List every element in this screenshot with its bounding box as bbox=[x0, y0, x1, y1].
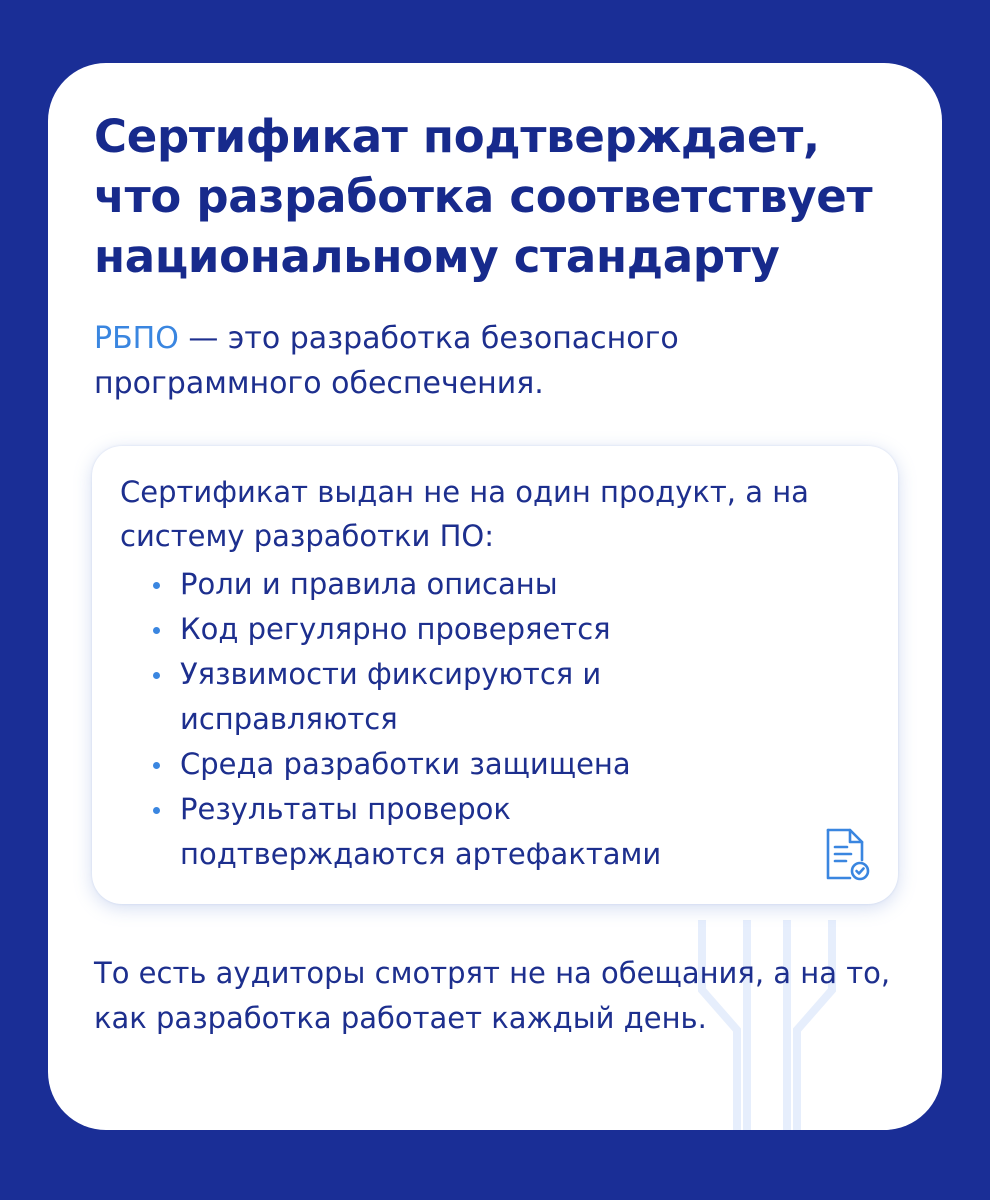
list-item-text: Среда разработки защищена bbox=[180, 747, 631, 781]
list-item-text: Результаты проверок подтверждаются артефактами bbox=[180, 792, 662, 871]
acronym-rbpo: РБПО bbox=[94, 321, 179, 356]
outro-paragraph: То есть аудиторы смотрят не на обещания, а на то, как разработка работает каждый день. bbox=[94, 956, 891, 1035]
requirements-list bbox=[120, 562, 760, 877]
info-box bbox=[92, 446, 898, 904]
bullet-dot bbox=[153, 762, 160, 769]
bullet-dot bbox=[153, 672, 160, 679]
content-card bbox=[48, 63, 942, 1130]
list-item-text: Код регулярно проверяется bbox=[180, 612, 611, 646]
list-item bbox=[120, 787, 760, 877]
bullet-dot bbox=[153, 807, 160, 814]
list-item bbox=[120, 562, 760, 607]
document-certificate-icon bbox=[824, 826, 872, 882]
info-box-lead: Сертификат выдан не на один продукт, а на систему разработки ПО: bbox=[120, 475, 809, 553]
intro-text: — это разработка безопасного программного обеспечения. bbox=[94, 321, 679, 401]
bullet-dot bbox=[153, 627, 160, 634]
bullet-dot bbox=[153, 582, 160, 589]
list-item bbox=[120, 742, 760, 787]
list-item-text: Роли и правила описаны bbox=[180, 567, 558, 601]
list-item bbox=[120, 607, 760, 652]
intro-paragraph bbox=[94, 316, 894, 406]
list-item-text: Уязвимости фиксируются и исправляются bbox=[180, 657, 602, 736]
page-title: Сертификат подтверждает, что разработка соответствует национальному стандарту bbox=[94, 110, 873, 283]
list-item bbox=[120, 652, 760, 742]
